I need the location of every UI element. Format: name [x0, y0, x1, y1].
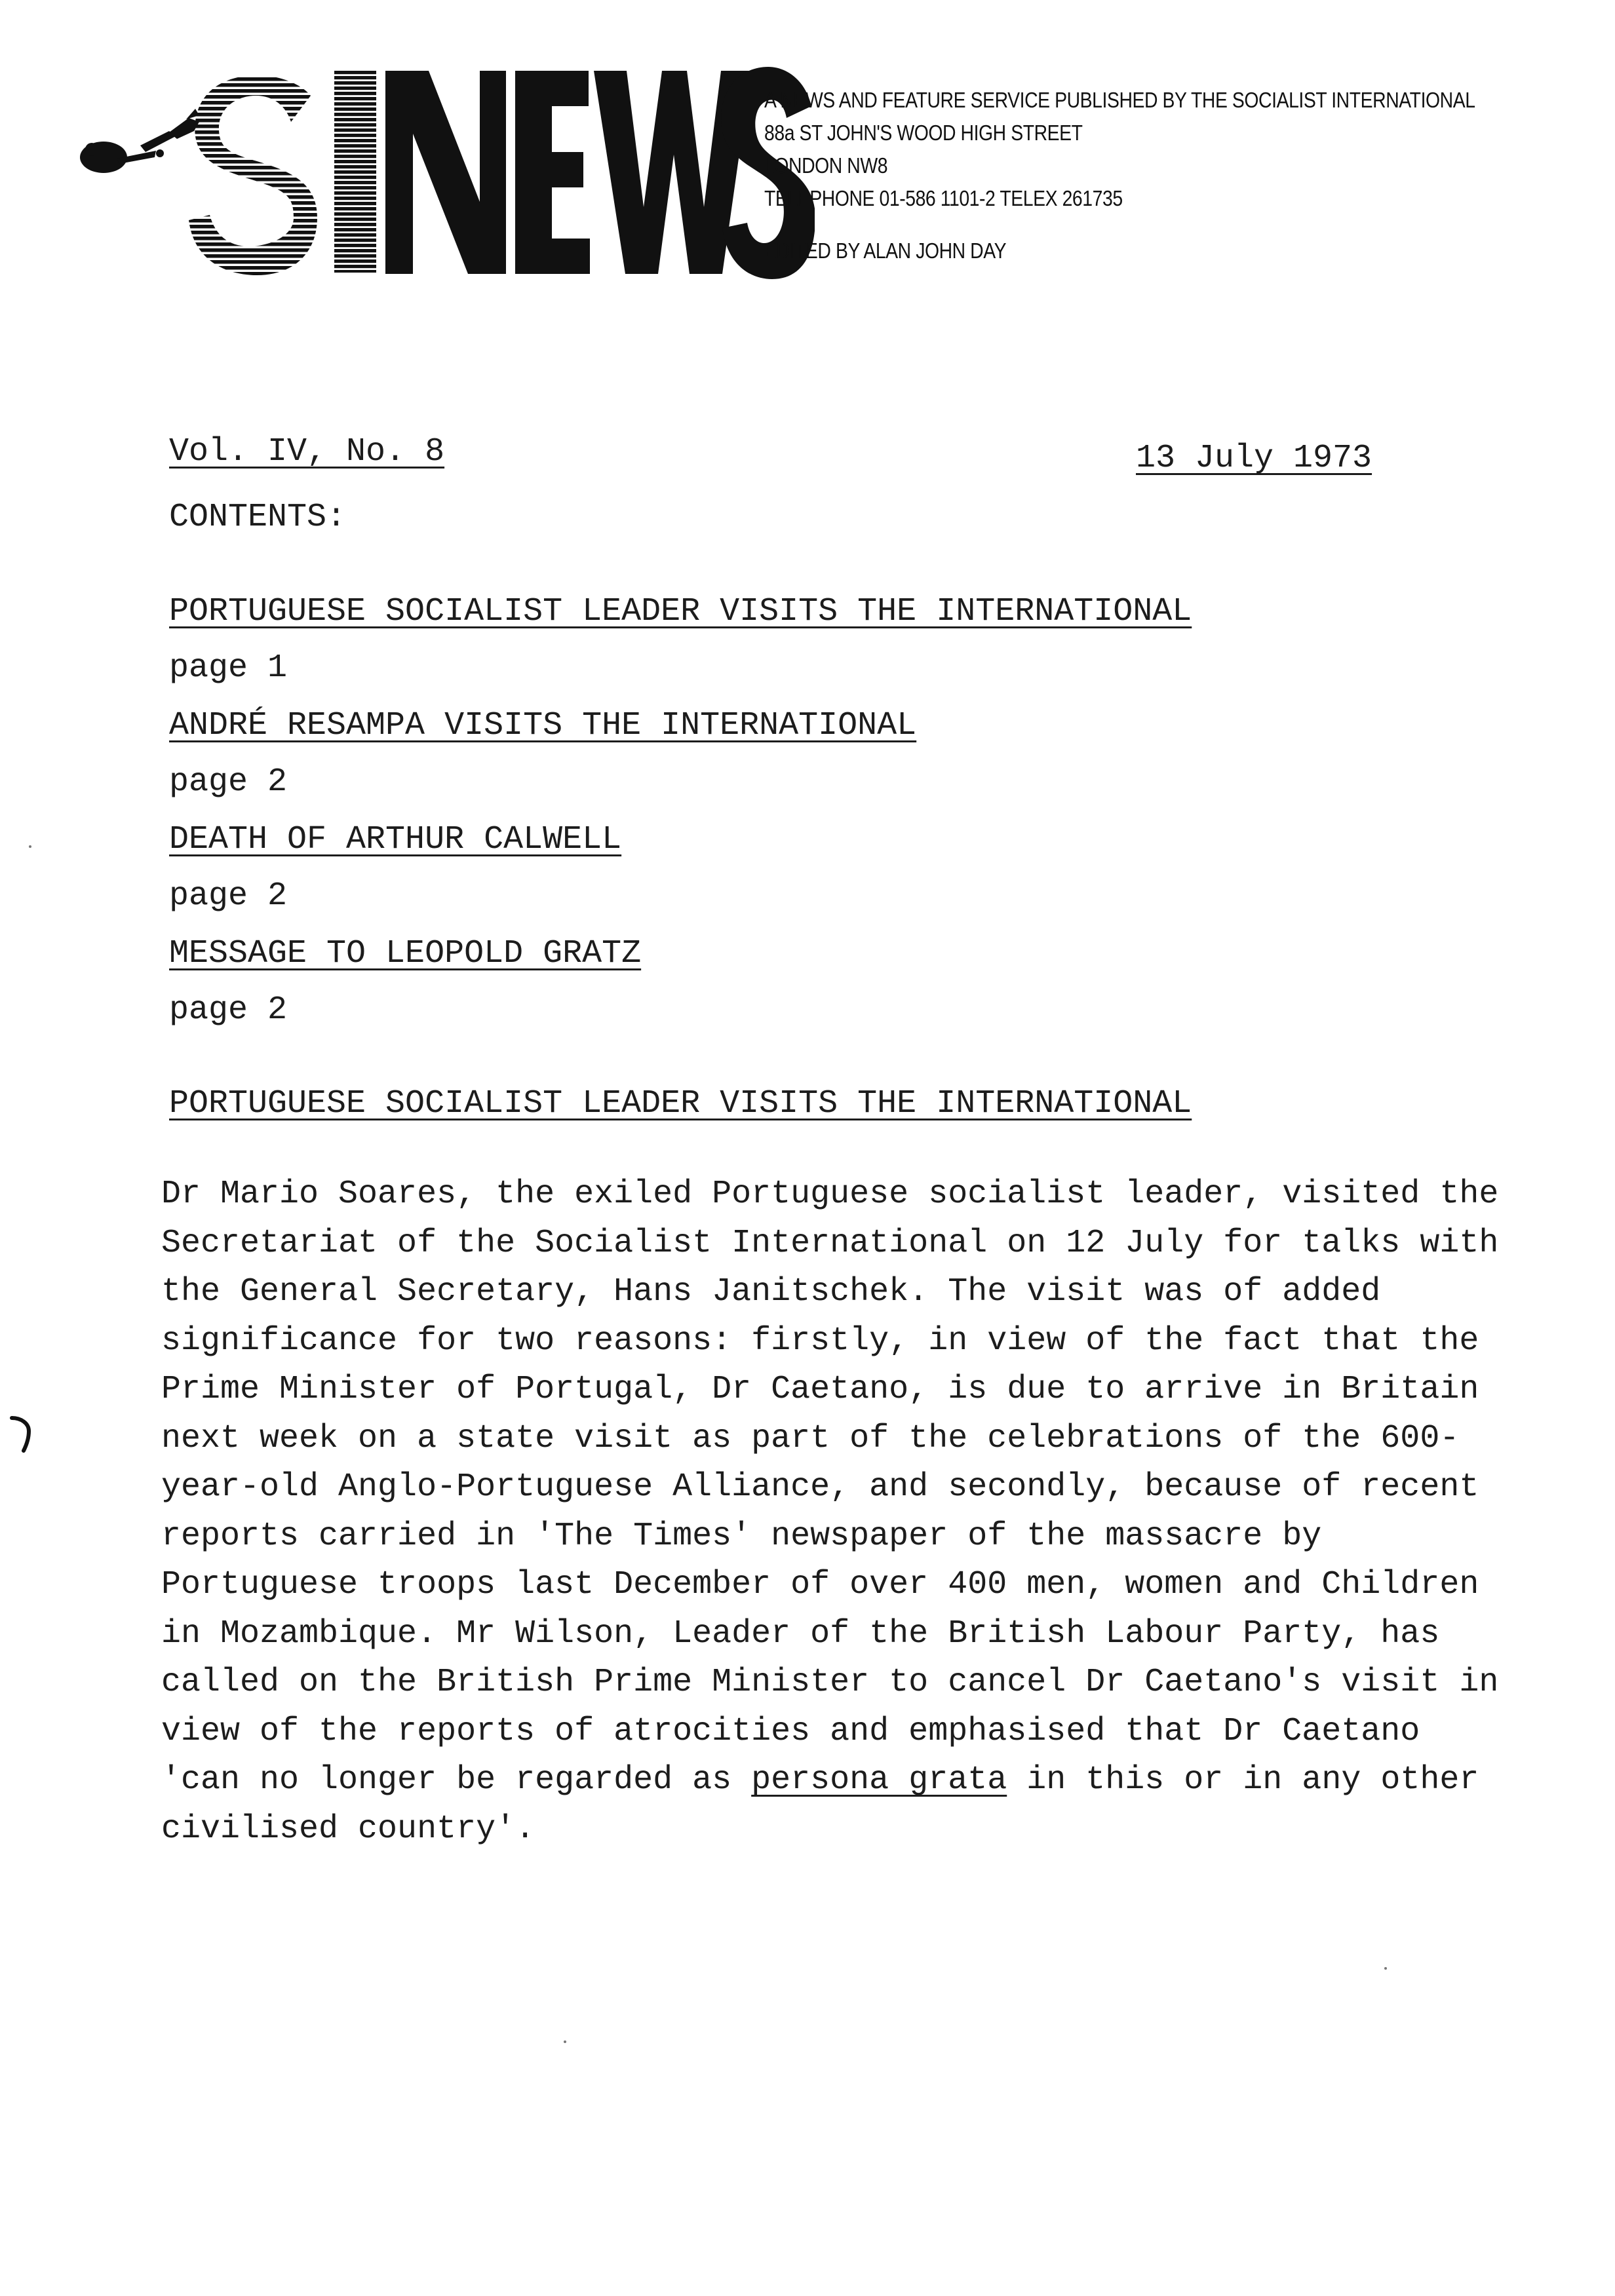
publisher-address-street: 88a ST JOHN'S WOOD HIGH STREET [764, 121, 1083, 145]
contents-label: CONTENTS: [169, 499, 347, 536]
article-line [161, 1756, 1498, 1805]
article-line: called on the British Prime Minister to cancel Dr Caetano's visit in [161, 1664, 1499, 1701]
article-line: reports carried in 'The Times' newspaper of the massacre by [161, 1517, 1322, 1555]
toc-entry-page: page 1 [169, 649, 288, 687]
publisher-info [764, 84, 1475, 267]
article-line: Secretariat of the Socialist International on 12 July for talks with [161, 1224, 1499, 1262]
toc-entry-page: page 2 [169, 991, 288, 1029]
article-line: Dr Mario Soares, the exiled Portuguese socialist leader, visited the [161, 1176, 1499, 1213]
scan-speck [1384, 1967, 1387, 1970]
article-line: in Mozambique. Mr Wilson, Leader of the British Labour Party, has [161, 1615, 1440, 1653]
article-body [161, 1170, 1498, 1854]
table-of-contents [169, 592, 1192, 1048]
toc-entry-title: ANDRÉ RESAMPA VISITS THE INTERNATIONAL [169, 707, 917, 744]
toc-entry-page: page 2 [169, 763, 288, 801]
article-line-text: in this or in any other [1007, 1761, 1479, 1799]
sinews-wordmark [189, 66, 815, 282]
persona-grata-emphasis: persona grata [751, 1761, 1007, 1799]
article-line: Prime Minister of Portugal, Dr Caetano, is due to arrive in Britain [161, 1371, 1479, 1408]
publisher-tagline: A NEWS AND FEATURE SERVICE PUBLISHED BY THE SOCIALIST INTERNATIONAL [764, 88, 1475, 112]
article-line: significance for two reasons: firstly, in view of the fact that the [161, 1322, 1479, 1360]
toc-entry-title: DEATH OF ARTHUR CALWELL [169, 821, 622, 858]
toc-entry-title: PORTUGUESE SOCIALIST LEADER VISITS THE INTERNATIONAL [169, 593, 1192, 630]
article-line: view of the reports of atrocities and emphasised that Dr Caetano [161, 1712, 1420, 1750]
publisher-address-city: LONDON NW8 [764, 153, 888, 178]
toc-entry [169, 592, 1192, 706]
editor-credit: EDITED BY ALAN JOHN DAY [764, 239, 1007, 263]
article-heading: PORTUGUESE SOCIALIST LEADER VISITS THE INTERNATIONAL [169, 1085, 1192, 1122]
toc-entry [169, 820, 1192, 934]
article-line: next week on a state visit as part of the celebrations of the 600- [161, 1419, 1460, 1457]
publisher-telephone: TELEPHONE 01-586 1101-2 TELEX 261735 [764, 186, 1123, 210]
masthead [77, 66, 1559, 288]
article-line: civilised country'. [161, 1810, 535, 1848]
toc-entry [169, 934, 1192, 1048]
margin-pencil-mark [9, 1414, 35, 1453]
toc-entry-page: page 2 [169, 877, 288, 915]
article-line: year-old Anglo-Portuguese Alliance, and secondly, because of recent [161, 1468, 1479, 1506]
article-line-text: 'can no longer be regarded as [161, 1761, 752, 1799]
issue-date: 13 July 1973 [1136, 440, 1372, 477]
info-spacer [764, 215, 1475, 235]
toc-entry [169, 706, 1192, 820]
scan-speck [29, 845, 31, 848]
toc-entry-title: MESSAGE TO LEOPOLD GRATZ [169, 935, 642, 972]
logo-bird-icon [77, 85, 202, 177]
article-line: Portuguese troops last December of over 400 men, women and Children [161, 1566, 1479, 1603]
scan-speck [564, 2040, 566, 2043]
article-line: the General Secretary, Hans Janitschek. The visit was of added [161, 1273, 1381, 1311]
volume-number: Vol. IV, No. 8 [169, 433, 445, 470]
